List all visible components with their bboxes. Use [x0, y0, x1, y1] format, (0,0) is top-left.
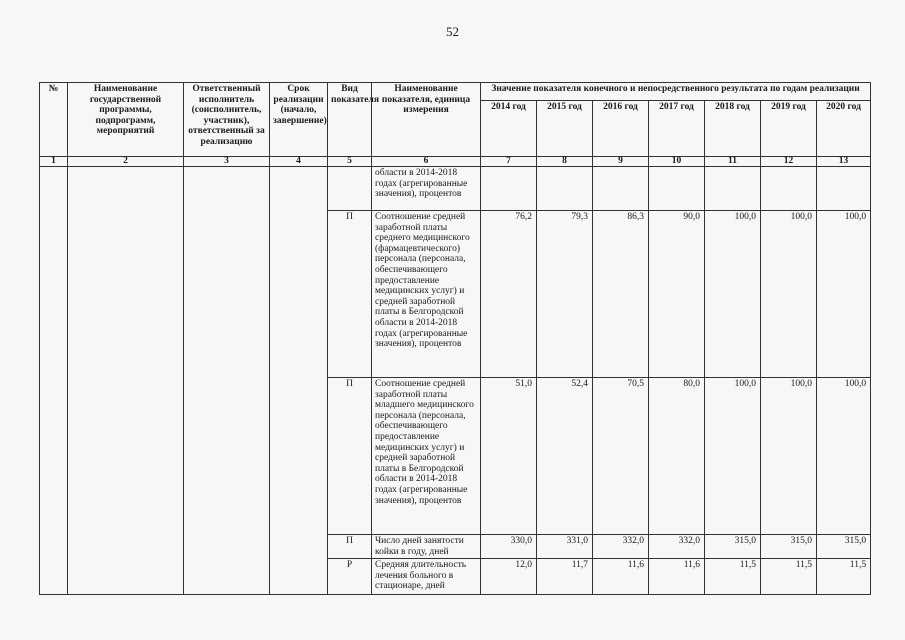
- cell-value: [649, 167, 705, 211]
- cell-value: 330,0: [481, 535, 537, 559]
- cell-value: 332,0: [649, 535, 705, 559]
- cell-indicator: Средняя длительность лечения больного в стационаре, дней: [372, 559, 481, 595]
- cell-indicator: области в 2014-2018 годах (агрегированные значения), процентов: [372, 167, 481, 211]
- header-year: 2014 год: [481, 101, 537, 157]
- cell-value: [761, 167, 817, 211]
- cell-value: 11,5: [817, 559, 871, 595]
- cell-indicator: Соотношение средней заработной платы младшего медицинского персонала (персонала, обеспечивающего предоставление медицинских услуг) и средней заработной платы в Белгородской области в 2014-2018 годах (агрегированные значения), процентов: [372, 378, 481, 535]
- header-year: 2017 год: [649, 101, 705, 157]
- cell-value: 11,6: [649, 559, 705, 595]
- column-number: 7: [481, 157, 537, 167]
- cell-value: 100,0: [817, 378, 871, 535]
- cell-value: 100,0: [761, 211, 817, 378]
- header-indicator-kind: Вид показателя: [328, 83, 372, 157]
- column-number: 5: [328, 157, 372, 167]
- cell-value: 11,6: [593, 559, 649, 595]
- column-number: 2: [68, 157, 184, 167]
- cell-value: 331,0: [537, 535, 593, 559]
- cell-value: 100,0: [705, 211, 761, 378]
- cell-value: 315,0: [817, 535, 871, 559]
- column-number: 4: [270, 157, 328, 167]
- cell-value: 86,3: [593, 211, 649, 378]
- cell-value: 332,0: [593, 535, 649, 559]
- column-number-row: [40, 157, 871, 167]
- header-year: 2015 год: [537, 101, 593, 157]
- cell-kind: [328, 167, 372, 211]
- column-number: 10: [649, 157, 705, 167]
- cell-value: 315,0: [705, 535, 761, 559]
- cell-kind: П: [328, 535, 372, 559]
- header-indicator-name: Наименование показателя, единица измерения: [372, 83, 481, 157]
- cell-program-name: [68, 167, 184, 595]
- cell-value: 70,5: [593, 378, 649, 535]
- cell-value: 11,5: [761, 559, 817, 595]
- header-year: 2016 год: [593, 101, 649, 157]
- header-term: Срок реализации (начало, завершение): [270, 83, 328, 157]
- header-responsible: Ответственный исполнитель (соисполнитель, участник), ответственный за реализацию: [184, 83, 270, 157]
- cell-value: 100,0: [817, 211, 871, 378]
- cell-no: [40, 167, 68, 595]
- header-year: 2020 год: [817, 101, 871, 157]
- cell-kind: П: [328, 211, 372, 378]
- cell-value: 79,3: [537, 211, 593, 378]
- cell-indicator: Число дней занятости койки в году, дней: [372, 535, 481, 559]
- header-no: №: [40, 83, 68, 157]
- cell-value: 12,0: [481, 559, 537, 595]
- cell-value: 51,0: [481, 378, 537, 535]
- cell-value: 52,4: [537, 378, 593, 535]
- cell-kind: Р: [328, 559, 372, 595]
- cell-value: 11,7: [537, 559, 593, 595]
- cell-value: [537, 167, 593, 211]
- cell-value: 11,5: [705, 559, 761, 595]
- cell-value: [593, 167, 649, 211]
- cell-kind: П: [328, 378, 372, 535]
- column-number: 9: [593, 157, 649, 167]
- column-number: 1: [40, 157, 68, 167]
- table-row: [40, 167, 871, 211]
- page-number: 52: [446, 24, 459, 39]
- cell-value: [481, 167, 537, 211]
- cell-value: 315,0: [761, 535, 817, 559]
- cell-value: [817, 167, 871, 211]
- cell-value: 100,0: [705, 378, 761, 535]
- cell-value: [705, 167, 761, 211]
- header-year: 2018 год: [705, 101, 761, 157]
- column-number: 11: [705, 157, 761, 167]
- column-number: 6: [372, 157, 481, 167]
- header-year: 2019 год: [761, 101, 817, 157]
- column-number: 3: [184, 157, 270, 167]
- cell-value: 100,0: [761, 378, 817, 535]
- cell-indicator: Соотношение средней заработной платы среднего медицинского (фармацевтического) персонала (персонала, обеспечивающего предоставление медицинских услуг) и средней заработной платы в Белгородской области в 2014-2018 годах (агрегированные значения), процентов: [372, 211, 481, 378]
- header-program-name: Наименование государственной программы, подпрограмм, мероприятий: [68, 83, 184, 157]
- cell-term: [270, 167, 328, 595]
- cell-value: 90,0: [649, 211, 705, 378]
- results-table: [39, 82, 871, 595]
- cell-value: 80,0: [649, 378, 705, 535]
- column-number: 13: [817, 157, 871, 167]
- header-values: Значение показателя конечного и непосредственного результата по годам реализации: [481, 83, 871, 101]
- column-number: 12: [761, 157, 817, 167]
- cell-value: 76,2: [481, 211, 537, 378]
- column-number: 8: [537, 157, 593, 167]
- cell-responsible: [184, 167, 270, 595]
